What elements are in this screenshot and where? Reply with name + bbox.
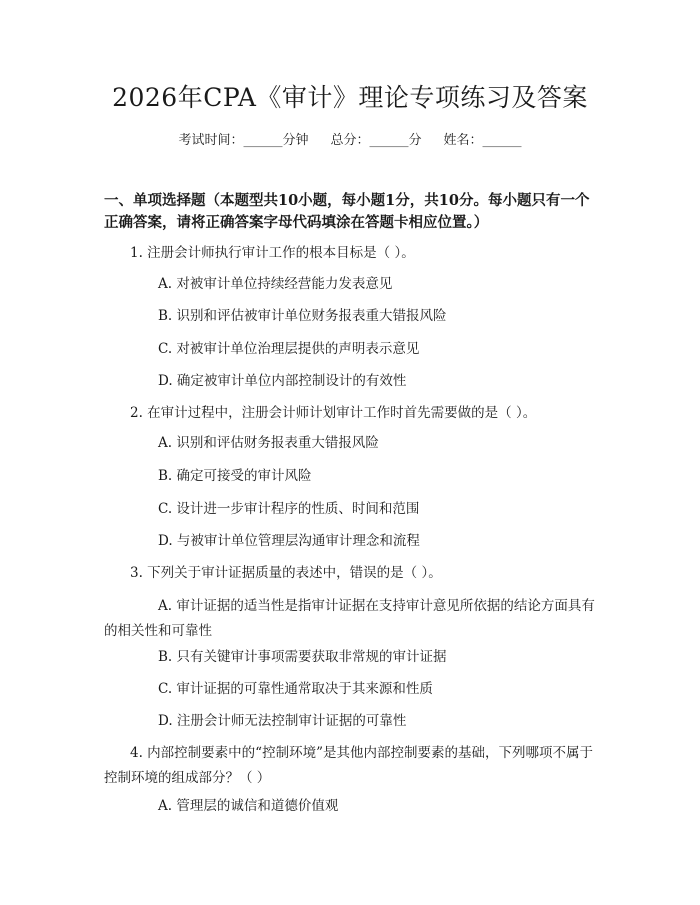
question-option: A. 管理层的诚信和道德价值观 <box>158 798 339 814</box>
question-option: B. 确定可接受的审计风险 <box>158 468 312 484</box>
question-option: D. 注册会计师无法控制审计证据的可靠性 <box>158 713 407 729</box>
question-option: A. 对被审计单位持续经营能力发表意见 <box>158 276 393 292</box>
question-stem: 2. 在审计过程中，注册会计师计划审计工作时首先需要做的是（ ）。 <box>130 405 537 421</box>
question-option: D. 与被审计单位管理层沟通审计理念和流程 <box>158 533 420 549</box>
total-score-field: 总分：______分 <box>330 133 422 148</box>
question-stem: 4. 内部控制要素中的“控制环境”是其他内部控制要素的基础，下列哪项不属于控制环境的组成部分？（ ） <box>104 745 593 786</box>
question-option: D. 确定被审计单位内部控制设计的有效性 <box>158 373 407 389</box>
question-option: C. 对被审计单位治理层提供的声明表示意见 <box>158 341 420 357</box>
section-heading: 一、单项选择题（本题型共10小题，每小题1分，共10分。每小题只有一个正确答案，请将正确答案字母代码填涂在答题卡相应位置。） <box>104 192 590 231</box>
question-stem: 1. 注册会计师执行审计工作的根本目标是（ ）。 <box>130 245 415 261</box>
question-option: B. 识别和评估被审计单位财务报表重大错报风险 <box>158 308 447 324</box>
question-stem: 3. 下列关于审计证据质量的表述中，错误的是（ ）。 <box>130 565 442 581</box>
question-option: A. 识别和评估财务报表重大错报风险 <box>158 435 379 451</box>
exam-info-line <box>0 131 700 151</box>
name-field: 姓名：______ <box>443 133 522 148</box>
question-option: A. 审计证据的适当性是指审计证据在支持审计意见所依据的结论方面具有的相关性和可靠性 <box>104 598 595 639</box>
question-option: C. 审计证据的可靠性通常取决于其来源和性质 <box>158 681 433 697</box>
page-title: 2026年CPA《审计》理论专项练习及答案 <box>112 83 588 112</box>
question-option: B. 只有关键审计事项需要获取非常规的审计证据 <box>158 649 447 665</box>
question-option: C. 设计进一步审计程序的性质、时间和范围 <box>158 501 420 517</box>
exam-time-field: 考试时间：______分钟 <box>178 133 309 148</box>
